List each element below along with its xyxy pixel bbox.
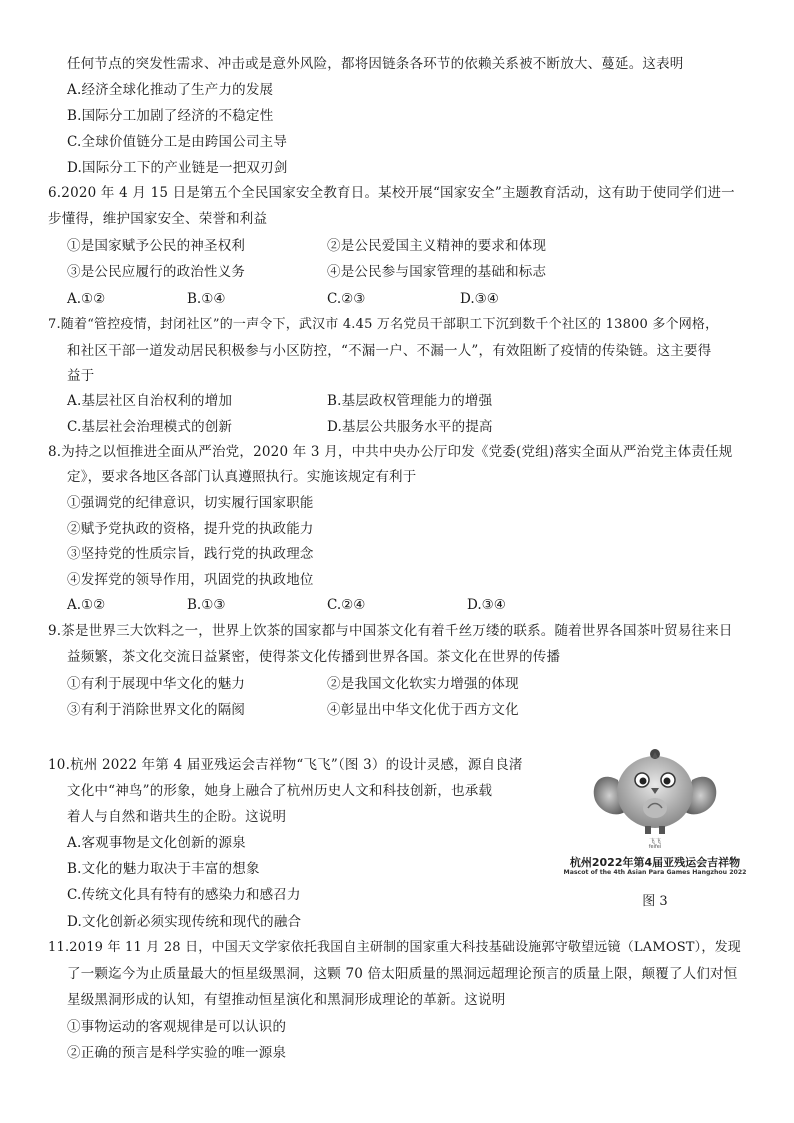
q10-option-a: A.客观事物是文化创新的源泉 <box>67 835 246 851</box>
q9-item-2: ②是我国文化软实力增强的体现 <box>327 676 519 692</box>
figure-label: 图 3 <box>642 894 668 909</box>
q6-item-3: ③是公民应履行的政治性义务 <box>67 264 246 280</box>
q8-item-1: ①强调党的纪律意识，切实履行国家职能 <box>67 495 314 511</box>
q9-stem-line-1: 9.茶是世界三大饮料之一，世界上饮茶的国家都与中国茶文化有着千丝万缕的联系。随着世界各国茶叶贸易往来日 <box>48 623 733 639</box>
mascot-name-label-en: feifei <box>648 844 662 850</box>
q8-choice-a: A.①② <box>67 597 106 613</box>
q10-stem-line-1: 10.杭州 2022 年第 4 届亚残运会吉祥物“飞飞”（图 3）的设计灵感，源自良渚 <box>48 757 523 773</box>
q8-choice-c: C.②④ <box>327 597 366 613</box>
q10-stem-line-2: 文化中“神鸟”的形象，她身上融合了杭州历史人文和科技创新，也承载 <box>67 783 493 799</box>
q11-stem-line-1: 11.2019 年 11 月 28 日，中国天文学家依托我国自主研制的国家重大科技基础设施郭守敬望远镜（LAMOST），发现 <box>48 940 741 955</box>
q9-item-4: ④彰显出中华文化优于西方文化 <box>327 702 519 718</box>
q6-item-1: ①是国家赋予公民的神圣权利 <box>67 238 246 254</box>
q6-choice-a: A.①② <box>67 291 106 307</box>
q5-option-c: C.全球价值链分工是由跨国公司主导 <box>67 134 288 150</box>
figure-title: 杭州2022年第4届亚残运会吉祥物 <box>569 856 741 869</box>
q11-stem-line-3: 星级黑洞形成的认知，有望推动恒星演化和黑洞形成理论的革新。这说明 <box>67 992 506 1008</box>
q7-option-c: C.基层社会治理模式的创新 <box>67 419 233 435</box>
q7-stem-line-3: 益于 <box>67 368 95 384</box>
figure-subtitle: Mascot of the 4th Asian Para Games Hangzhou 2022 <box>563 869 747 876</box>
q9-stem-line-2: 益频繁，茶文化交流日益紧密，使得茶文化传播到世界各国。茶文化在世界的传播 <box>67 649 561 665</box>
q6-stem-line-2: 步懂得，维护国家安全、荣誉和利益 <box>48 211 268 227</box>
q6-item-2: ②是公民爱国主义精神的要求和体现 <box>327 238 547 254</box>
q8-item-3: ③坚持党的性质宗旨，践行党的执政理念 <box>67 546 314 562</box>
q7-stem-line-1: 7.随着“管控疫情，封闭社区”的一声令下，武汉市 4.45 万名党员干部职工下沉到数千个社区的 13800 多个网格， <box>48 317 719 332</box>
q6-item-4: ④是公民参与国家管理的基础和标志 <box>327 264 547 280</box>
q11-item-1: ①事物运动的客观规律是可以认识的 <box>67 1019 287 1035</box>
q5-option-d: D.国际分工下的产业链是一把双刃剑 <box>67 160 288 176</box>
q8-choice-d: D.③④ <box>467 597 506 613</box>
q6-choice-d: D.③④ <box>460 291 499 307</box>
q8-item-2: ②赋予党执政的资格，提升党的执政能力 <box>67 521 314 537</box>
q6-stem-line-1: 6.2020 年 4 月 15 日是第五个全民国家安全教育日。某校开展“国家安全”主题教育活动，这有助于使同学们进一 <box>48 185 735 201</box>
q6-choice-b: B.①④ <box>187 291 226 307</box>
q8-stem-line-1: 8.为持之以恒推进全面从严治党，2020 年 3 月，中共中央办公厅印发《党委(党组)落实全面从严治党主体责任规 <box>48 444 733 460</box>
q5-stem-continuation: 任何节点的突发性需求、冲击或是意外风险，都将因链条各环节的依赖关系被不断放大、蔓延。这表明 <box>67 56 684 72</box>
q8-choice-b: B.①③ <box>187 597 226 613</box>
q10-option-c: C.传统文化具有特有的感染力和感召力 <box>67 887 301 903</box>
q9-item-1: ①有利于展现中华文化的魅力 <box>67 676 246 692</box>
mascot-name-label: 飞飞 <box>648 838 661 845</box>
mascot-illustration <box>560 740 750 850</box>
q11-item-2: ②正确的预言是科学实验的唯一源泉 <box>67 1045 287 1061</box>
q5-option-b: B.国际分工加剧了经济的不稳定性 <box>67 108 274 124</box>
q7-option-a: A.基层社区自治权利的增加 <box>67 393 233 409</box>
q9-item-3: ③有利于消除世界文化的隔阂 <box>67 702 246 718</box>
q10-option-b: B.文化的魅力取决于丰富的想象 <box>67 861 260 877</box>
q10-option-d: D.文化创新必须实现传统和现代的融合 <box>67 914 302 930</box>
q7-option-d: D.基层公共服务水平的提高 <box>327 419 493 435</box>
q8-item-4: ④发挥党的领导作用，巩固党的执政地位 <box>67 572 314 588</box>
q6-choice-c: C.②③ <box>327 291 366 307</box>
q10-stem-line-3: 着人与自然和谐共生的企盼。这说明 <box>67 809 287 825</box>
q7-option-b: B.基层政权管理能力的增强 <box>327 393 493 409</box>
q11-stem-line-2: 了一颗迄今为止质量最大的恒星级黑洞，这颗 70 倍太阳质量的黑洞远超理论预言的质量上限，颠覆了人们对恒 <box>67 966 738 982</box>
q8-stem-line-2: 定》，要求各地区各部门认真遵照执行。实施该规定有利于 <box>67 469 417 485</box>
q7-stem-line-2: 和社区干部一道发动居民积极参与小区防控，“不漏一户、不漏一人”，有效阻断了疫情的传染链。这主要得 <box>67 343 712 359</box>
q5-option-a: A.经济全球化推动了生产力的发展 <box>67 82 274 98</box>
figure-3-mascot <box>560 740 750 910</box>
